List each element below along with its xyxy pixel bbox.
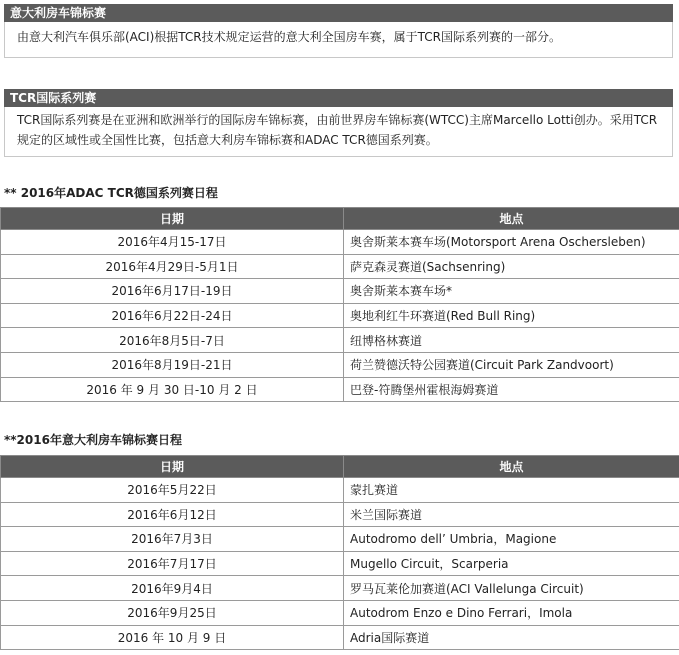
date-cell: 2016年5月22日 xyxy=(1,478,344,503)
table-row xyxy=(1,352,679,377)
location-cell: 奥舍斯莱本赛车场* xyxy=(344,279,679,304)
table-row xyxy=(1,502,679,527)
table-row xyxy=(1,377,679,402)
column-header-date: 日期 xyxy=(1,208,344,230)
location-cell: 纽博格林赛道 xyxy=(344,328,679,353)
location-cell: 蒙扎赛道 xyxy=(344,478,679,503)
location-cell: 荷兰赞德沃特公园赛道(Circuit Park Zandvoort) xyxy=(344,352,679,377)
table-row xyxy=(1,576,679,601)
date-cell: 2016年9月25日 xyxy=(1,600,344,625)
column-header-location: 地点 xyxy=(344,208,679,230)
date-cell: 2016年7月17日 xyxy=(1,551,344,576)
table-row xyxy=(1,478,679,503)
location-cell: 巴登-符腾堡州霍根海姆赛道 xyxy=(344,377,679,402)
date-cell: 2016 年 9 月 30 日-10 月 2 日 xyxy=(1,377,344,402)
table-row xyxy=(1,279,679,304)
date-cell: 2016年6月17日-19日 xyxy=(1,279,344,304)
date-cell: 2016年6月12日 xyxy=(1,502,344,527)
location-cell: 米兰国际赛道 xyxy=(344,502,679,527)
table-row xyxy=(1,600,679,625)
table-header-row xyxy=(1,456,679,478)
location-cell: Mugello Circuit，Scarperia xyxy=(344,551,679,576)
date-cell: 2016年8月19日-21日 xyxy=(1,352,344,377)
schedule-table-germany xyxy=(0,207,679,402)
section-title-tcr-series: TCR国际系列赛 xyxy=(4,89,673,107)
section-body-italian-championship: 由意大利汽车俱乐部(ACI)根据TCR技术规定运营的意大利全国房车赛，属于TCR国际系列赛的一部分。 xyxy=(4,22,673,58)
location-cell: Adria国际赛道 xyxy=(344,625,679,650)
table-row xyxy=(1,254,679,279)
table-row xyxy=(1,625,679,650)
date-cell: 2016年4月15-17日 xyxy=(1,230,344,255)
location-cell: Autodromo dell’ Umbria，Magione xyxy=(344,527,679,552)
schedule-heading-germany: ** 2016年ADAC TCR德国系列赛日程 xyxy=(4,186,218,200)
location-cell: Autodrom Enzo e Dino Ferrari，Imola xyxy=(344,600,679,625)
column-header-date: 日期 xyxy=(1,456,344,478)
location-cell: 奥地利红牛环赛道(Red Bull Ring) xyxy=(344,303,679,328)
column-header-location: 地点 xyxy=(344,456,679,478)
table-row xyxy=(1,527,679,552)
date-cell: 2016 年 10 月 9 日 xyxy=(1,625,344,650)
date-cell: 2016年8月5日-7日 xyxy=(1,328,344,353)
location-cell: 罗马瓦莱伦加赛道(ACI Vallelunga Circuit) xyxy=(344,576,679,601)
date-cell: 2016年4月29日-5月1日 xyxy=(1,254,344,279)
location-cell: 萨克森灵赛道(Sachsenring) xyxy=(344,254,679,279)
date-cell: 2016年9月4日 xyxy=(1,576,344,601)
location-cell: 奥舍斯莱本赛车场(Motorsport Arena Oschersleben) xyxy=(344,230,679,255)
section-title-italian-championship: 意大利房车锦标赛 xyxy=(4,4,673,22)
schedule-heading-italy: **2016年意大利房车锦标赛日程 xyxy=(4,433,182,447)
date-cell: 2016年7月3日 xyxy=(1,527,344,552)
table-row xyxy=(1,551,679,576)
table-row xyxy=(1,303,679,328)
section-body-tcr-series: TCR国际系列赛是在亚洲和欧洲举行的国际房车锦标赛，由前世界房车锦标赛(WTCC)主席Marcello Lotti创办。采用TCR规定的区域性或全国性比赛，包括意大利房车锦标赛和ADAC TCR德国系列赛。 xyxy=(4,107,673,157)
date-cell: 2016年6月22日-24日 xyxy=(1,303,344,328)
table-row xyxy=(1,328,679,353)
table-header-row xyxy=(1,208,679,230)
schedule-table-italy xyxy=(0,455,679,650)
table-row xyxy=(1,230,679,255)
